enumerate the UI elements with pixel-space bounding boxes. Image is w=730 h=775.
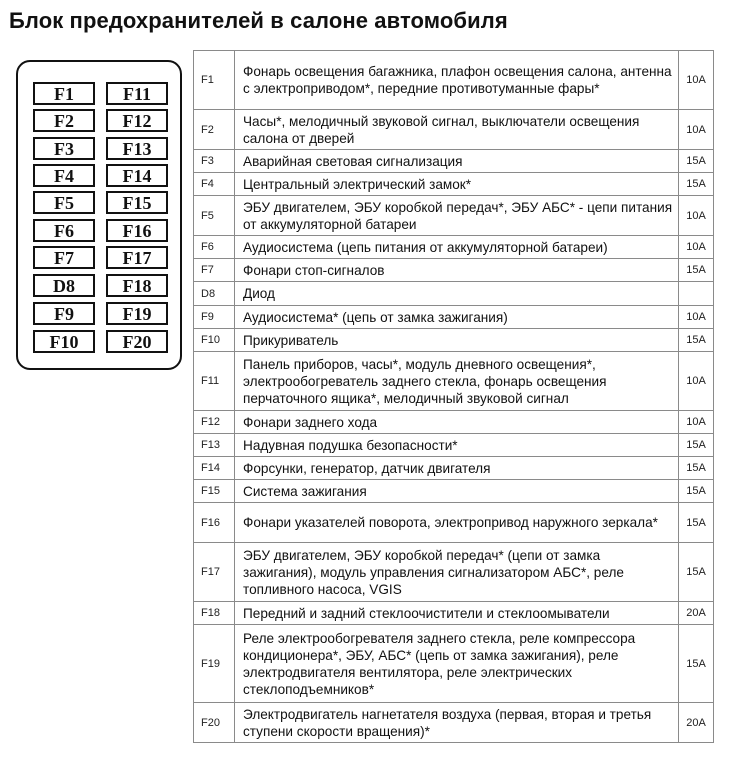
fuse-rating: 20A — [679, 602, 714, 625]
fuse-description: ЭБУ двигателем, ЭБУ коробкой передач* (цепи от замка зажигания), модуль управления сигнализатором АБС*, реле топливного насоса, VGIS — [235, 543, 679, 602]
fuse-rating: 15A — [679, 480, 714, 503]
fuse-label: F13 — [106, 137, 168, 160]
table-row — [194, 457, 714, 480]
table-row — [194, 282, 714, 306]
fuse-rating: 10A — [679, 51, 714, 110]
fuse-description: Фонари указателей поворота, электропривод наружного зеркала* — [235, 503, 679, 543]
table-row — [194, 196, 714, 236]
table-row — [194, 236, 714, 259]
fuse-code: F7 — [194, 259, 235, 282]
table-row — [194, 434, 714, 457]
fuse-description: Диод — [235, 282, 679, 306]
table-row — [194, 480, 714, 503]
fuse-code: F5 — [194, 196, 235, 236]
fuse-description: Фонари заднего хода — [235, 411, 679, 434]
fuse-rating: 10A — [679, 196, 714, 236]
fuse-rating: 10A — [679, 110, 714, 150]
table-row — [194, 352, 714, 411]
fuse-label: F12 — [106, 109, 168, 132]
fuse-label: F18 — [106, 274, 168, 297]
fuse-code: F16 — [194, 503, 235, 543]
fuse-rating: 10A — [679, 352, 714, 411]
fuse-label: F14 — [106, 164, 168, 187]
fuse-rating: 10A — [679, 306, 714, 329]
fuse-code: F19 — [194, 625, 235, 703]
fuse-description: Фонари стоп-сигналов — [235, 259, 679, 282]
fuse-table — [193, 50, 714, 743]
fuse-label: F9 — [33, 302, 95, 325]
fuse-label: F2 — [33, 109, 95, 132]
fuse-box-diagram — [16, 60, 182, 370]
table-row — [194, 51, 714, 110]
fuse-code: F14 — [194, 457, 235, 480]
table-row — [194, 306, 714, 329]
table-row — [194, 602, 714, 625]
fuse-code: F15 — [194, 480, 235, 503]
fuse-description: Часы*, мелодичный звуковой сигнал, выключатели освещения салона от дверей — [235, 110, 679, 150]
fuse-label: F1 — [33, 82, 95, 105]
fuse-description: Передний и задний стеклоочистители и стеклоомыватели — [235, 602, 679, 625]
fuse-rating: 15A — [679, 259, 714, 282]
fuse-label: F5 — [33, 191, 95, 214]
fuse-code: F1 — [194, 51, 235, 110]
fuse-label: F11 — [106, 82, 168, 105]
fuse-description: ЭБУ двигателем, ЭБУ коробкой передач*, ЭБУ АБС* - цепи питания от аккумуляторной батареи — [235, 196, 679, 236]
fuse-code: F18 — [194, 602, 235, 625]
table-row — [194, 173, 714, 196]
fuse-code: F11 — [194, 352, 235, 411]
fuse-rating: 15A — [679, 434, 714, 457]
fuse-description: Аудиосистема (цепь питания от аккумуляторной батареи) — [235, 236, 679, 259]
fuse-description: Аварийная световая сигнализация — [235, 150, 679, 173]
fuse-description: Прикуриватель — [235, 329, 679, 352]
fuse-description: Фонарь освещения багажника, плафон освещения салона, антенна с электроприводом*, передние противотуманные фары* — [235, 51, 679, 110]
fuse-label: F16 — [106, 219, 168, 242]
fuse-code: F13 — [194, 434, 235, 457]
fuse-rating: 10A — [679, 236, 714, 259]
fuse-label: F15 — [106, 191, 168, 214]
fuse-rating: 15A — [679, 150, 714, 173]
fuse-rating: 20A — [679, 703, 714, 743]
fuse-rating: 15A — [679, 173, 714, 196]
fuse-rating: 15A — [679, 625, 714, 703]
fuse-description: Надувная подушка безопасности* — [235, 434, 679, 457]
fuse-description: Панель приборов, часы*, модуль дневного освещения*, электрообогреватель заднего стекла, фонарь освещения перчаточного ящика*, мелодичный звуковой сигнал — [235, 352, 679, 411]
fuse-label: D8 — [33, 274, 95, 297]
fuse-label: F4 — [33, 164, 95, 187]
table-row — [194, 411, 714, 434]
table-row — [194, 110, 714, 150]
table-row — [194, 703, 714, 743]
fuse-code: F17 — [194, 543, 235, 602]
fuse-label: F3 — [33, 137, 95, 160]
table-row — [194, 259, 714, 282]
page-title: Блок предохранителей в салоне автомобиля — [9, 8, 508, 33]
table-row — [194, 150, 714, 173]
table-row — [194, 543, 714, 602]
fuse-label: F6 — [33, 219, 95, 242]
fuse-label: F7 — [33, 246, 95, 269]
table-row — [194, 503, 714, 543]
table-row — [194, 329, 714, 352]
fuse-code: F10 — [194, 329, 235, 352]
fuse-code: F9 — [194, 306, 235, 329]
fuse-rating — [679, 282, 714, 306]
fuse-description: Система зажигания — [235, 480, 679, 503]
fuse-rating: 10A — [679, 411, 714, 434]
fuse-code: F20 — [194, 703, 235, 743]
fuse-label: F20 — [106, 330, 168, 353]
fuse-description: Электродвигатель нагнетателя воздуха (первая, вторая и третья ступени скорости вращения)* — [235, 703, 679, 743]
fuse-code: F6 — [194, 236, 235, 259]
fuse-description: Реле электрообогревателя заднего стекла, реле компрессора кондиционера*, ЭБУ, АБС* (цепь от замка зажигания), реле электродвигателя вентилятора, реле электрических стеклоподъемников* — [235, 625, 679, 703]
fuse-description: Аудиосистема* (цепь от замка зажигания) — [235, 306, 679, 329]
fuse-label: F19 — [106, 302, 168, 325]
fuse-label: F17 — [106, 246, 168, 269]
table-row — [194, 625, 714, 703]
fuse-rating: 15A — [679, 543, 714, 602]
fuse-label: F10 — [33, 330, 95, 353]
fuse-description: Форсунки, генератор, датчик двигателя — [235, 457, 679, 480]
fuse-code: F12 — [194, 411, 235, 434]
fuse-code: F2 — [194, 110, 235, 150]
fuse-code: F4 — [194, 173, 235, 196]
fuse-description: Центральный электрический замок* — [235, 173, 679, 196]
fuse-rating: 15A — [679, 457, 714, 480]
fuse-code: F3 — [194, 150, 235, 173]
fuse-rating: 15A — [679, 503, 714, 543]
fuse-code: D8 — [194, 282, 235, 306]
fuse-rating: 15A — [679, 329, 714, 352]
